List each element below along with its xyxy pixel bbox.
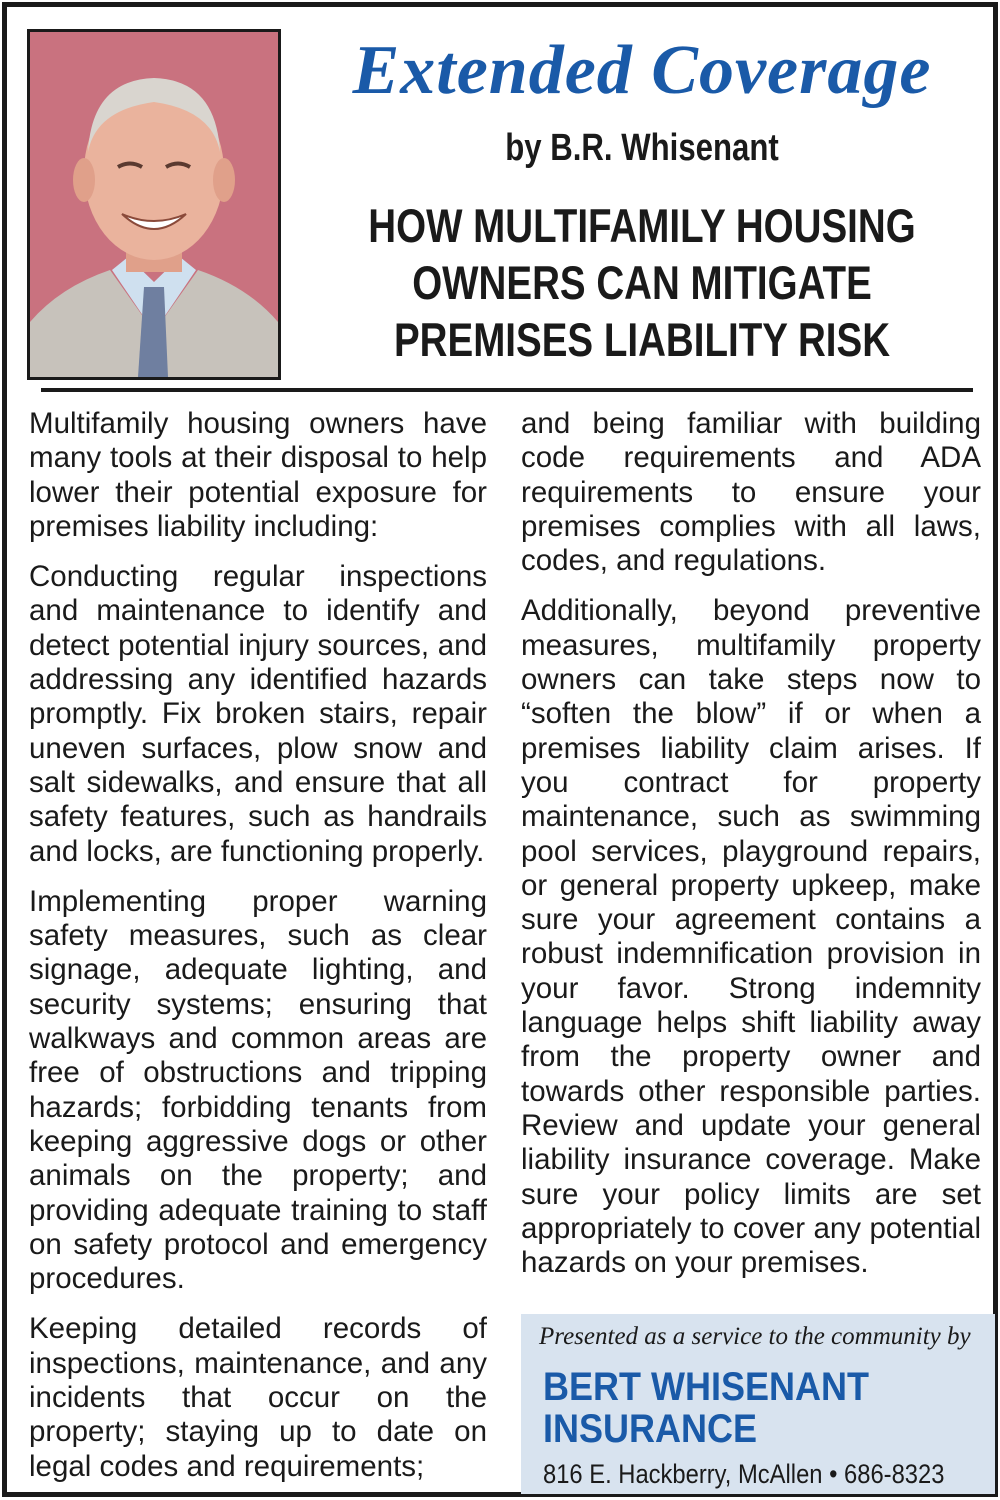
paragraph: Conducting regular inspections and maintenance to identify and detect potential injury sources, and addressing any identified hazards promptly. Fix broken stairs, repair uneven surfaces, plow snow and salt sidewalks, and ensure that all safety features, such as handrails and locks, are functioning properly. — [29, 560, 487, 868]
paragraph: and being familiar with building code requirements and ADA requirements to ensure your premises complies with all laws, codes, and regulations. — [521, 407, 981, 578]
ad-frame — [2, 2, 998, 1497]
column-title: Extended Coverage — [352, 32, 932, 109]
headline-line: PREMISES LIABILITY RISK — [393, 313, 891, 366]
headline-line: HOW MULTIFAMILY HOUSING — [368, 199, 916, 252]
sponsor-name-line: INSURANCE — [543, 1407, 758, 1451]
headline-line: OWNERS CAN MITIGATE — [412, 256, 872, 309]
headline — [359, 197, 925, 368]
article-column-left — [29, 407, 487, 1500]
article-column-right — [521, 407, 981, 1296]
author-portrait-image — [30, 32, 278, 377]
sponsor-address: 816 E. Hackberry, McAllen • 686-8323 — [543, 1459, 945, 1489]
divider-rule — [41, 388, 973, 392]
author-photo — [27, 29, 281, 380]
sponsor-box — [521, 1314, 995, 1494]
paragraph: Multifamily housing owners have many tools at their disposal to help lower their potential exposure for premises liability including: — [29, 407, 487, 543]
byline: by B.R. Whisenant — [505, 127, 779, 169]
presented-by-text: Presented as a service to the community by — [539, 1323, 971, 1350]
article-header — [297, 29, 987, 368]
sponsor-name-line: BERT WHISENANT — [543, 1365, 869, 1409]
paragraph: Additionally, beyond preventive measures, multifamily property owners can take steps now to “soften the blow” if or when a premises liability claim arises. If you contract for property maintenance, such as swimming pool services, playground repairs, or general property upkeep, make sure your agreement contains a robust indemnification provision in your favor. Strong indemnity language helps shift liability away from the property owner and towards other responsible parties. Review and update your general liability insurance coverage. Make sure your policy limits are set appropriately to cover any potential hazards on your premises. — [521, 594, 981, 1280]
sponsor-name — [543, 1366, 950, 1450]
paragraph: Keeping detailed records of inspections, maintenance, and any incidents that occur on the property; staying up to date on legal codes and requirements; — [29, 1312, 487, 1483]
paragraph: Implementing proper warning safety measures, such as clear signage, adequate lighting, and security systems; ensuring that walkways and common areas are free of obstructions and tripping hazards; forbidding tenants from keeping aggressive dogs or other animals on the property; and providing adequate training to staff on safety protocol and emergency procedures. — [29, 884, 487, 1296]
